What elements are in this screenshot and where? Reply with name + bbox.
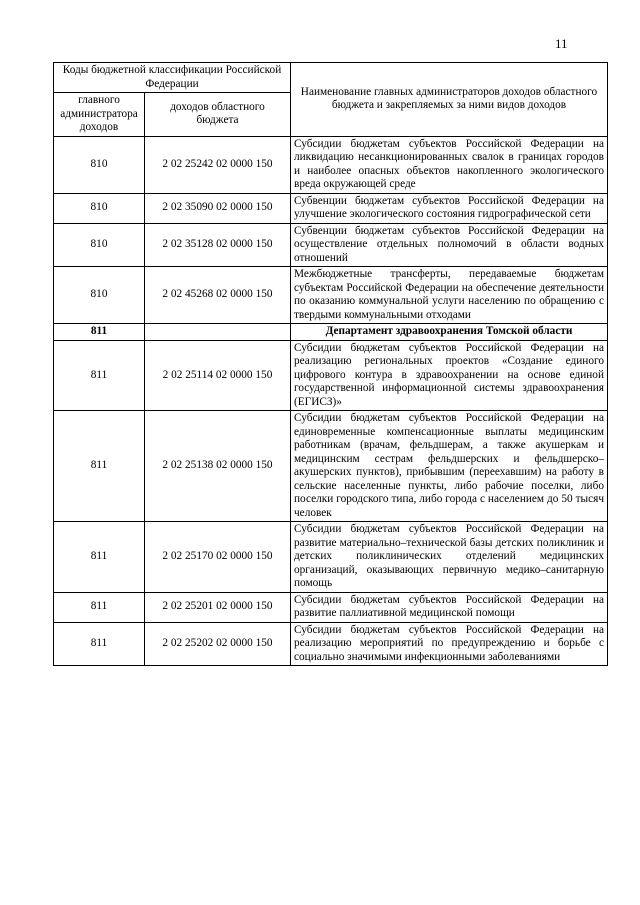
page-number: 11 [555, 36, 568, 51]
income-code: 2 02 35128 02 0000 150 [145, 223, 291, 267]
admin-code: 811 [54, 340, 145, 411]
table-row [54, 223, 608, 267]
income-code: 2 02 45268 02 0000 150 [145, 267, 291, 324]
header-income-column: доходов областного бюджета [145, 93, 291, 137]
table-row [54, 267, 608, 324]
admin-code: 810 [54, 223, 145, 267]
department-admin-code: 811 [54, 324, 145, 341]
budget-classification-table [53, 62, 608, 666]
admin-code: 811 [54, 622, 145, 666]
income-code: 2 02 25138 02 0000 150 [145, 411, 291, 522]
income-code: 2 02 25114 02 0000 150 [145, 340, 291, 411]
table-header-row [54, 63, 608, 93]
admin-code: 810 [54, 267, 145, 324]
income-code: 2 02 25242 02 0000 150 [145, 136, 291, 193]
admin-code: 811 [54, 411, 145, 522]
income-name: Субсидии бюджетам субъектов Российской Федерации на ликвидацию несанкционированных свалок в границах городов и наиболее опасных объектов накопленного экологического вреда окружающей среде [291, 136, 608, 193]
table-row [54, 193, 608, 223]
income-code: 2 02 25201 02 0000 150 [145, 592, 291, 622]
table-row [54, 340, 608, 411]
header-codes-group: Коды бюджетной классификации Российской Федерации [54, 63, 291, 93]
department-name: Департамент здравоохранения Томской области [291, 324, 608, 341]
department-empty-cell [145, 324, 291, 341]
income-name: Субсидии бюджетам субъектов Российской Федерации на единовременные компенсационные выплаты медицинским работникам (врачам, фельдшерам, а также акушеркам и медицинским сестрам фельдшерских и фельдшерско–акушерских пунктов), прибывшим (переехавшим) на работу в сельские населенные пункты, либо рабочие поселки, либо поселки городского типа, либо города с населением до 50 тысяч человек [291, 411, 608, 522]
admin-code: 811 [54, 522, 145, 593]
table-row [54, 592, 608, 622]
admin-code: 811 [54, 592, 145, 622]
income-code: 2 02 25170 02 0000 150 [145, 522, 291, 593]
income-name: Межбюджетные трансферты, передаваемые бюджетам субъектам Российской Федерации на обеспечение деятельности по оказанию коммунальной услуги населению по обращению с твердыми коммунальными отходами [291, 267, 608, 324]
income-name: Субсидии бюджетам субъектов Российской Федерации на развитие паллиативной медицинской помощи [291, 592, 608, 622]
income-name: Субвенции бюджетам субъектов Российской Федерации на осуществление отдельных полномочий в области водных отношений [291, 223, 608, 267]
admin-code: 810 [54, 193, 145, 223]
department-row [54, 324, 608, 341]
header-name-column: Наименование главных администраторов доходов областного бюджета и закрепляемых за ними видов доходов [291, 63, 608, 137]
table-row [54, 136, 608, 193]
header-admin-column: главного администратора доходов [54, 93, 145, 137]
table-row [54, 411, 608, 522]
income-code: 2 02 35090 02 0000 150 [145, 193, 291, 223]
table-row [54, 522, 608, 593]
admin-code: 810 [54, 136, 145, 193]
income-name: Субсидии бюджетам субъектов Российской Федерации на развитие материально–технической базы детских поликлиник и детских поликлинических отделений медицинских организаций, оказывающих первичную медико–санитарную помощь [291, 522, 608, 593]
table-row [54, 622, 608, 666]
income-name: Субсидии бюджетам субъектов Российской Федерации на реализацию мероприятий по предупреждению и борьбе с социально значимыми инфекционными заболеваниями [291, 622, 608, 666]
income-code: 2 02 25202 02 0000 150 [145, 622, 291, 666]
income-name: Субсидии бюджетам субъектов Российской Федерации на реализацию региональных проектов «Создание единого цифрового контура в здравоохранении на основе единой государственной информационной системы здравоохранения (ЕГИСЗ)» [291, 340, 608, 411]
income-name: Субвенции бюджетам субъектов Российской Федерации на улучшение экологического состояния гидрографической сети [291, 193, 608, 223]
